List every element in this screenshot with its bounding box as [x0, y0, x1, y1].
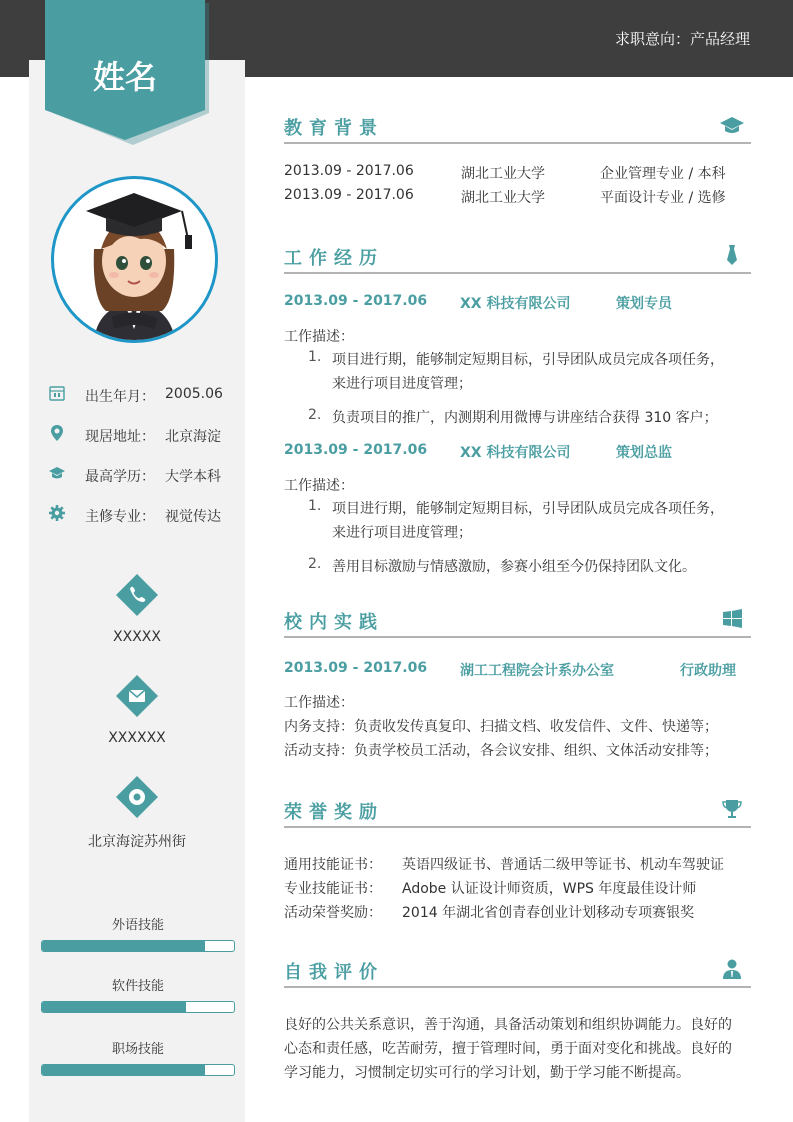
honor-row	[284, 878, 697, 898]
section-self-eval-header	[284, 956, 751, 988]
skill-bar	[41, 1064, 235, 1076]
section-title: 工作经历	[284, 248, 384, 269]
skill-name: 职场技能	[111, 1042, 164, 1057]
education-school: 湖北工业大学	[461, 190, 545, 206]
section-work-header	[284, 242, 751, 274]
honor-row	[284, 902, 695, 922]
info-value: 视觉传达	[165, 509, 221, 525]
list-item-text: 负责项目的推广，内测期利用微博与讲座结合获得 310 客户；	[332, 410, 718, 426]
honor-value: Adobe 认证设计师资质，WPS 年度最佳设计师	[402, 881, 697, 897]
section-honors-header	[284, 796, 751, 828]
list-number: 1.	[308, 498, 322, 514]
list-number: 2.	[308, 407, 322, 423]
trophy-icon	[719, 798, 745, 820]
info-value: 北京海淀	[165, 429, 221, 445]
info-address	[48, 424, 248, 464]
job-target: 求职意向：产品经理	[614, 30, 750, 48]
education-row	[284, 187, 726, 206]
info-label: 出生年月：	[85, 389, 155, 405]
address-text: 北京海淀苏州街	[88, 834, 186, 850]
person-name: 姓名	[92, 58, 157, 96]
honor-value: 英语四级证书、普通话二级甲等证书、机动车驾驶证	[402, 857, 724, 873]
info-label: 现居地址：	[85, 429, 155, 445]
list-item-text: 善用目标激励与情感激励，参赛小组至今仍保持团队文化。	[332, 559, 696, 575]
education-period: 2013.09 - 2017.06	[284, 187, 414, 203]
skill-bar	[41, 1001, 235, 1013]
job-header	[284, 442, 672, 461]
honor-row	[284, 854, 724, 874]
mail-icon	[115, 674, 159, 718]
self-eval-line: 良好的公共关系意识，善于沟通，具备活动策划和组织协调能力。良好的	[284, 1017, 732, 1033]
graduation-cap-icon	[48, 464, 66, 482]
gear-icon	[48, 504, 66, 522]
info-value: 大学本科	[165, 469, 221, 485]
calendar-icon	[48, 384, 66, 402]
list-item-text: 来进行项目进度管理；	[332, 376, 472, 392]
tie-icon	[719, 244, 745, 266]
job-period: 2013.09 - 2017.06	[284, 293, 428, 309]
info-major	[48, 504, 248, 544]
honor-label: 专业技能证书：	[284, 881, 382, 897]
list-item-text: 项目进行期，能够制定短期目标，引导团队成员完成各项任务，	[332, 352, 724, 368]
campus-desc-line: 活动支持：负责学校员工活动，各会议安排、组织、文体活动安排等；	[284, 743, 718, 759]
info-birth	[48, 384, 248, 424]
honor-value: 2014 年湖北省创青春创业计划移动专项赛银奖	[402, 905, 695, 921]
campus-header	[284, 660, 736, 679]
location-icon	[48, 424, 66, 442]
honor-label: 通用技能证书：	[284, 857, 382, 873]
list-item-text: 项目进行期，能够制定短期目标，引导团队成员完成各项任务，	[332, 501, 724, 517]
section-title: 自我评价	[284, 962, 384, 983]
campus-desc-line: 内务支持：负责收发传真复印、扫描文档、收发信件、文件、快递等；	[284, 719, 718, 735]
campus-org: 湖工工程院会计系办公室	[460, 663, 614, 679]
user-icon	[719, 958, 745, 980]
list-item-text: 来进行项目进度管理；	[332, 525, 472, 541]
info-education	[48, 464, 248, 504]
list-number: 2.	[308, 556, 322, 572]
campus-desc-label: 工作描述：	[284, 695, 354, 711]
info-label: 最高学历：	[85, 469, 155, 485]
location-icon	[115, 775, 159, 819]
skill-bar-fill	[42, 941, 205, 951]
section-title: 校内实践	[284, 612, 384, 633]
skill-bar	[41, 940, 235, 952]
phone-text: XXXXX	[113, 629, 161, 645]
self-eval-line: 学习能力，习惯制定切实可行的学习计划，勤于学习能不断提高。	[284, 1065, 690, 1081]
job-desc-label: 工作描述：	[284, 478, 354, 494]
education-major: 平面设计专业 / 选修	[600, 190, 726, 206]
job-role: 策划总监	[616, 445, 672, 461]
campus-role: 行政助理	[680, 663, 736, 679]
skill-workplace	[41, 1038, 235, 1076]
info-value: 2005.06	[165, 386, 223, 402]
education-row	[284, 163, 726, 182]
list-number: 1.	[308, 349, 322, 365]
job-desc-label: 工作描述：	[284, 329, 354, 345]
avatar	[51, 176, 218, 343]
job-header	[284, 293, 672, 312]
job-role: 策划专员	[616, 296, 672, 312]
education-period: 2013.09 - 2017.06	[284, 163, 414, 179]
education-major: 企业管理专业 / 本科	[600, 166, 726, 182]
skill-language	[41, 914, 235, 952]
job-company: XX 科技有限公司	[460, 296, 571, 312]
info-label: 主修专业：	[85, 509, 155, 525]
self-eval-line: 心态和责任感，吃苦耐劳，擅于管理时间，勇于面对变化和挑战。良好的	[284, 1041, 732, 1057]
honor-label: 活动荣誉奖励：	[284, 905, 382, 921]
graduation-cap-icon	[719, 114, 745, 136]
phone-icon	[115, 573, 159, 617]
job-period: 2013.09 - 2017.06	[284, 442, 428, 458]
name-banner	[45, 0, 230, 145]
email-text: XXXXXX	[108, 730, 166, 746]
job-company: XX 科技有限公司	[460, 445, 571, 461]
section-campus-header	[284, 606, 751, 638]
section-education-header	[284, 112, 751, 144]
skill-software	[41, 975, 235, 1013]
skill-name: 软件技能	[111, 979, 164, 994]
skill-bar-fill	[42, 1002, 186, 1012]
section-title: 教育背景	[284, 118, 384, 139]
skill-name: 外语技能	[111, 918, 164, 933]
campus-period: 2013.09 - 2017.06	[284, 660, 428, 676]
personal-info-list	[48, 384, 248, 544]
education-school: 湖北工业大学	[461, 166, 545, 182]
skill-bar-fill	[42, 1065, 205, 1075]
windows-icon	[719, 608, 745, 630]
section-title: 荣誉奖励	[284, 802, 384, 823]
